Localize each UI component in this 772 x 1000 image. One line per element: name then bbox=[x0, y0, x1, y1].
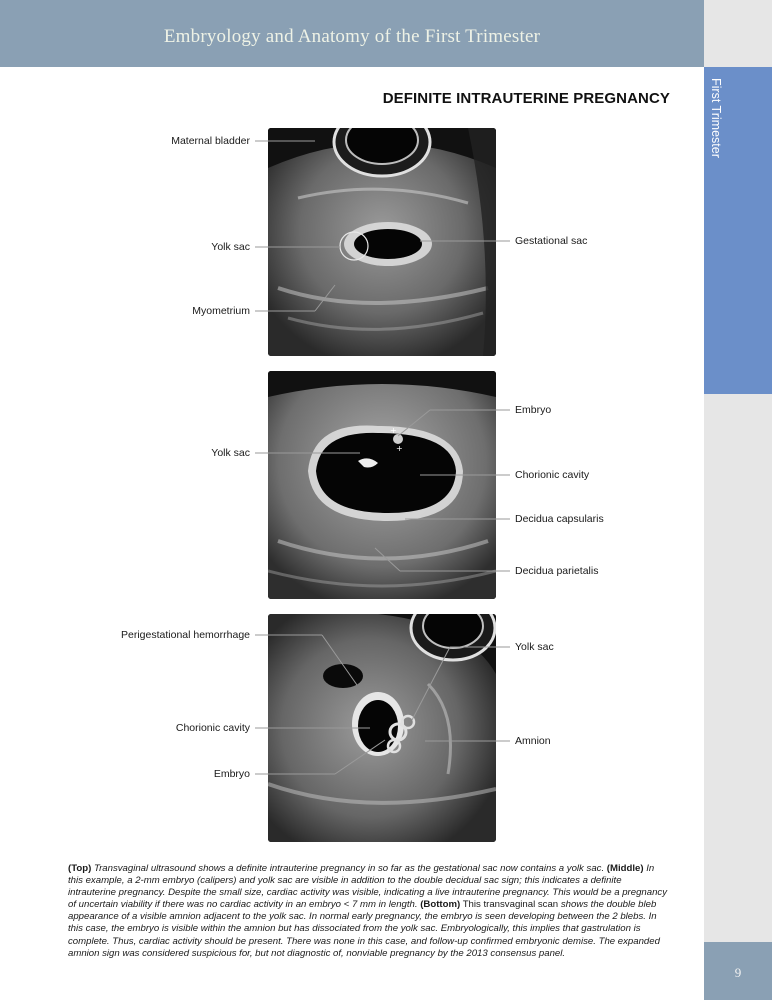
label-yolk-sac-middle: Yolk sac bbox=[211, 447, 250, 459]
label-embryo-middle: Embryo bbox=[515, 404, 552, 416]
figure-caption bbox=[68, 863, 668, 960]
label-chorionic-cavity-bottom: Chorionic cavity bbox=[175, 722, 250, 734]
label-myometrium: Myometrium bbox=[192, 305, 250, 317]
caption-bottom-lead: This transvaginal scan bbox=[462, 899, 559, 911]
chapter-tab-label: First Trimester bbox=[709, 78, 723, 158]
label-amnion: Amnion bbox=[515, 735, 551, 747]
caption-middle-label: (Middle) bbox=[606, 863, 644, 874]
label-decidua-capsularis: Decidua capsularis bbox=[515, 513, 604, 525]
ultrasound-image-bottom bbox=[268, 614, 496, 842]
chapter-title: Embryology and Anatomy of the First Trimester bbox=[163, 26, 541, 47]
label-embryo-bottom: Embryo bbox=[213, 768, 250, 780]
label-gestational-sac: Gestational sac bbox=[515, 235, 588, 247]
ultrasound-image-top bbox=[268, 128, 496, 356]
label-decidua-parietalis: Decidua parietalis bbox=[515, 565, 599, 577]
page-number: 9 bbox=[734, 965, 742, 980]
label-yolk-sac-bottom: Yolk sac bbox=[515, 641, 554, 653]
caption-top-label: (Top) bbox=[68, 863, 92, 874]
label-yolk-sac-top: Yolk sac bbox=[211, 241, 250, 253]
caption-bottom-text: shows the double bleb appearance of a visible amnion adjacent to the yolk sac. In normal early pregnancy, the embryo is seen developing between the 2 blebs. In this case, the embryo is visible within the amnion but has dissociated from the yolk sac. Embryologically, this implies that gastrulation is complete. Thus, cardiac activity should be present. There was none in this case, and follow-up confirmed embryonic demise. The expanded amnion sign was considered suspicious for, but not diagnostic of, nonviable pregnancy by the 2013 consensus panel. bbox=[68, 899, 660, 959]
caption-middle-text: In this example, a 2-mm embryo (calipers) and yolk sac are visible in addition to the double decidual sac sign; this indicates a definite intrauterine pregnancy. Despite the small size, cardiac activity was visible, indicating a live intrauterine pregnancy. This would be a pregnancy of uncertain viability if there was no cardiac activity in an embryo < 7 mm in length. bbox=[68, 863, 668, 911]
svg-text:+: + bbox=[390, 426, 397, 435]
label-chorionic-cavity-middle: Chorionic cavity bbox=[515, 469, 590, 481]
section-title: DEFINITE INTRAUTERINE PREGNANCY bbox=[382, 90, 670, 107]
ultrasound-image-middle bbox=[268, 371, 496, 599]
label-perigestational-hemorrhage: Perigestational hemorrhage bbox=[121, 629, 250, 641]
caption-bottom-label: (Bottom) bbox=[420, 899, 461, 911]
label-maternal-bladder: Maternal bladder bbox=[171, 135, 250, 147]
svg-text:+: + bbox=[396, 444, 403, 453]
caption-top-text: Transvaginal ultrasound shows a definite intrauterine pregnancy in so far as the gestational sac now contains a yolk sac. bbox=[93, 863, 605, 874]
